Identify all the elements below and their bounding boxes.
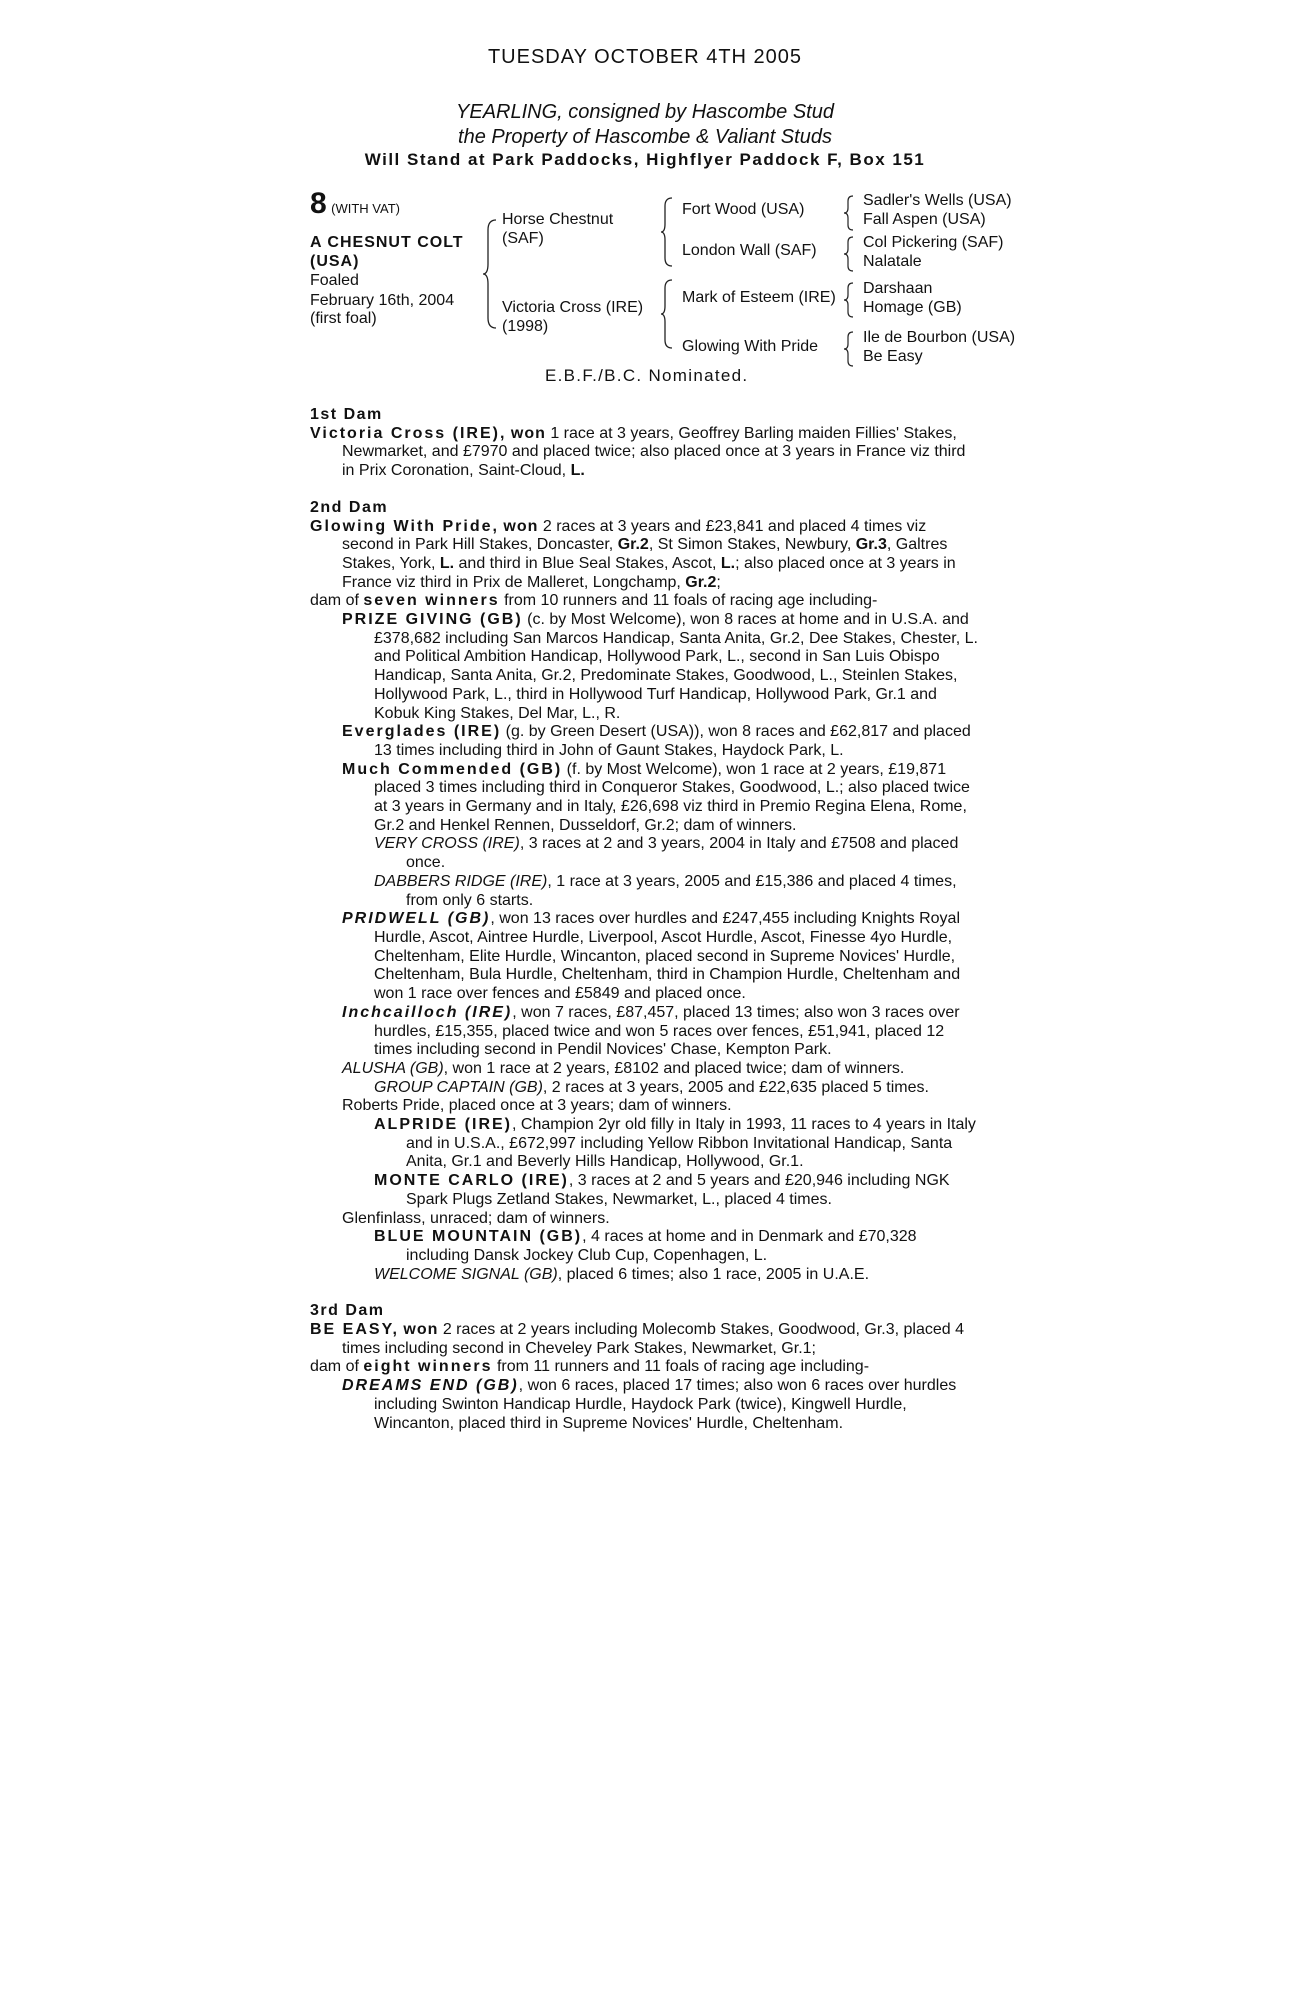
sire-dam-brace: [482, 218, 498, 330]
alpride-text: , Champion 2yr old filly in Italy in 1993, 11 races to 4 years in Italy and in U.S.A., £672,997 including Yellow Ribbon Invitational Handicap, Santa Anita, Gr.1 and Beverly Hills Handicap, Hollywood, Gr.1.: [406, 1116, 976, 1171]
lot-info: [310, 187, 400, 220]
dam-of-winners: seven winners: [363, 592, 500, 610]
blue-mountain-entry: [310, 1228, 982, 1265]
much-commended-text: (f. by Most Welcome), won 1 race at 2 years, £19,871 placed 3 times including third in Conqueror Stakes, Goodwood, L.; also placed twice at 3 years in Germany and in Italy, £26,698 viz third in Premio Regina Elena, Rome, Gr.2 and Henkel Rennen, Dusseldorf, Gr.2; dam of winners.: [374, 760, 970, 834]
gg-dam-1: Fall Aspen (USA): [863, 211, 986, 228]
very-cross-name: VERY CROSS (IRE): [374, 835, 520, 853]
third-dam-of-post: from 11 runners and 11 foals of racing age including-: [496, 1358, 870, 1376]
gg-sire-3: Darshaan: [863, 280, 933, 297]
dam-sire: Mark of Esteem (IRE): [682, 289, 836, 306]
lot-number: 8: [310, 187, 327, 220]
monte-carlo-entry: [310, 1172, 982, 1209]
foaled-label: Foaled: [310, 272, 359, 289]
second-dam-entry: [310, 518, 982, 593]
everglades-entry: [310, 723, 982, 760]
prize-giving-text: (c. by Most Welcome), won 8 races at home and in U.S.A. and £378,682 including San Marcos Handicap, Santa Anita, Gr.2, Dee Stakes, Chester, L. and Political Ambition Handicap, Hollywood Park, L., second in San Luis Obispo Handicap, Santa Anita, Gr.2, Predominate Stakes, Goodwood, L., Steinlen Stakes, Hollywood Park, L., third in Hollywood Turf Handicap, Hollywood Park, Gr.1 and Kobuk King Stakes, Del Mar, L., R.: [374, 611, 978, 722]
alusha-text: , won 1 race at 2 years, £8102 and placed twice; dam of winners.: [443, 1059, 905, 1077]
first-dam-text: 1 race at 3 years, Geoffrey Barling maiden Fillies' Stakes, Newmarket, and £7970 and placed twice; also placed once at 3 years in France viz third in Prix Coronation, Saint-Cloud,: [342, 424, 966, 480]
inchcailloch-name: Inchcailloch (IRE): [342, 1003, 513, 1021]
g1-brace: [843, 194, 855, 232]
sire-dam: London Wall (SAF): [682, 242, 817, 259]
gg-sire-4: Ile de Bourbon (USA): [863, 329, 1016, 346]
second-dam-text-5: ; also placed once at 3 years in France viz third in Prix de Malleret, Longchamp,: [342, 554, 956, 591]
dreams-end-name: DREAMS END (GB): [342, 1377, 519, 1395]
inchcailloch-entry: [310, 1004, 982, 1060]
third-dam-text: 2 races at 2 years including Molecomb Stakes, Goodwood, Gr.3, placed 4 times including second in Cheveley Park Stakes, Newmarket, Gr.1;: [342, 1321, 964, 1357]
second-dam-won: won: [503, 517, 539, 535]
everglades-name: Everglades (IRE): [342, 723, 502, 741]
prize-giving-entry: [310, 611, 982, 723]
consignor-line: YEARLING, consigned by Hascombe Stud: [456, 101, 834, 123]
g3-brace: [843, 281, 855, 319]
third-dam-entry: [310, 1321, 982, 1358]
sire-name: Horse Chestnut: [502, 211, 614, 228]
second-dam-produce: [310, 592, 982, 611]
location-line: Will Stand at Park Paddocks, Highflyer Paddock F, Box 151: [364, 150, 926, 169]
third-dam-of-pre: dam of: [310, 1358, 359, 1376]
welcome-signal-text: , placed 6 times; also 1 race, 2005 in U.A.E.: [557, 1265, 870, 1283]
lot-country: (USA): [310, 253, 360, 270]
second-dam-grade-5: Gr.2: [685, 573, 717, 591]
dreams-end-text: , won 6 races, placed 17 times; also won 6 races over hurdles including Swinton Handicap Hurdle, Haydock Park (twice), Kingwell Hurdle, Wincanton, placed third in Supreme Novices' Hurdle, Cheltenham.: [374, 1377, 957, 1432]
third-dam-produce: [310, 1358, 982, 1377]
sire-sire: Fort Wood (USA): [682, 201, 805, 218]
dam-dam: Glowing With Pride: [682, 338, 819, 355]
dabbers-ridge-name: DABBERS RIDGE (IRE): [374, 872, 548, 890]
everglades-text: (g. by Green Desert (USA)), won 8 races and £62,817 and placed 13 times including third in John of Gaunt Stakes, Haydock Park, L.: [374, 723, 971, 759]
pridwell-text: , won 13 races over hurdles and £247,455 including Knights Royal Hurdle, Ascot, Aintree Hurdle, Liverpool, Ascot Hurdle, Ascot, Finesse 4yo Hurdle, Cheltenham, Elite Hurdle, Wincanton, placed second in Supreme Novices' Hurdle, Cheltenham, Bula Hurdle, Cheltenham, third in Champion Hurdle, Cheltenham and won 1 race over fences and £5849 and placed once.: [374, 910, 961, 1003]
second-dam-text-3: , Galtres Stakes, York,: [342, 536, 948, 572]
sire-country: (SAF): [502, 230, 544, 247]
first-dam-name: Victoria Cross (IRE),: [310, 424, 507, 442]
second-dam-text-2: , St Simon Stakes, Newbury,: [648, 536, 852, 554]
second-dam-grade-4: L.: [720, 554, 736, 572]
very-cross-text: , 3 races at 2 and 3 years, 2004 in Italy and £7508 and placed once.: [406, 835, 959, 872]
blue-mountain-name: BLUE MOUNTAIN (GB): [374, 1228, 583, 1246]
alusha-entry: [310, 1060, 982, 1079]
gg-sire-1: Sadler's Wells (USA): [863, 192, 1012, 209]
much-commended-name: Much Commended (GB): [342, 760, 563, 778]
group-captain-entry: [310, 1079, 982, 1098]
third-dam-heading: 3rd Dam: [310, 1302, 385, 1320]
dam-year: (1998): [502, 318, 549, 335]
dam-parents-brace: [660, 278, 674, 350]
alpride-name: ALPRIDE (IRE): [374, 1116, 512, 1134]
second-dam-grade-1: Gr.2: [617, 536, 649, 554]
prize-giving-name: PRIZE GIVING (GB): [342, 611, 523, 629]
welcome-signal-entry: [310, 1266, 982, 1285]
lot-name: A CHESNUT COLT: [310, 234, 464, 251]
catalogue-body: [310, 406, 982, 1433]
alusha-name: ALUSHA (GB): [342, 1059, 444, 1077]
gg-sire-2: Col Pickering (SAF): [863, 234, 1004, 251]
monte-carlo-name: MONTE CARLO (IRE): [374, 1172, 569, 1190]
second-dam-grade-3: L.: [439, 554, 455, 572]
third-dam-won: won: [403, 1321, 439, 1339]
alpride-entry: [310, 1116, 982, 1172]
roberts-pride-entry: Roberts Pride, placed once at 3 years; dam of winners.: [342, 1097, 732, 1115]
first-foal-note: (first foal): [310, 310, 377, 327]
gg-dam-2: Nalatale: [863, 253, 922, 270]
second-dam-name: Glowing With Pride,: [310, 517, 499, 535]
dam-name: Victoria Cross (IRE): [502, 299, 644, 316]
gg-dam-3: Homage (GB): [863, 299, 962, 316]
sire-parents-brace: [660, 196, 674, 268]
first-dam-won: won: [510, 424, 546, 442]
third-dam-of-winners: eight winners: [363, 1358, 493, 1376]
dabbers-ridge-entry: [310, 873, 982, 910]
dam-of-pre: dam of: [310, 592, 359, 610]
dam-of-post: from 10 runners and 11 foals of racing age including-: [504, 592, 878, 610]
first-dam-grade: L.: [570, 462, 585, 480]
second-dam-text-6: ;: [716, 573, 721, 591]
second-dam-grade-2: Gr.3: [855, 536, 887, 554]
inchcailloch-text: , won 7 races, £87,457, placed 13 times; also won 3 races over hurdles, £15,355, placed twice and won 5 races over fences, £51,941, placed 12 times including second in Pendil Novices' Chase, Kempton Park.: [374, 1003, 960, 1059]
nomination-note: E.B.F./B.C. Nominated.: [545, 366, 749, 385]
pridwell-name: PRIDWELL (GB): [342, 910, 491, 928]
dreams-end-entry: [310, 1377, 982, 1433]
dabbers-ridge-text: , 1 race at 3 years, 2005 and £15,386 and placed 4 times, from only 6 starts.: [406, 872, 957, 909]
gg-dam-4: Be Easy: [863, 348, 923, 365]
second-dam-heading: 2nd Dam: [310, 498, 389, 516]
group-captain-name: GROUP CAPTAIN (GB): [374, 1078, 543, 1096]
very-cross-entry: [310, 835, 982, 872]
g2-brace: [843, 235, 855, 273]
sale-date: TUESDAY OCTOBER 4TH 2005: [487, 46, 803, 68]
monte-carlo-text: , 3 races at 2 and 5 years and £20,946 including NGK Spark Plugs Zetland Stakes, Newmarket, L., placed 4 times.: [406, 1172, 950, 1208]
group-captain-text: , 2 races at 3 years, 2005 and £22,635 placed 5 times.: [542, 1078, 929, 1096]
second-dam-text-4: and third in Blue Seal Stakes, Ascot,: [458, 554, 717, 572]
first-dam-entry: [310, 425, 982, 481]
pridwell-entry: [310, 910, 982, 1004]
g4-brace: [843, 330, 855, 368]
blue-mountain-text: , 4 races at home and in Denmark and £70,328 including Dansk Jockey Club Cup, Copenhagen, L.: [406, 1228, 917, 1264]
second-dam-text-1: 2 races at 3 years and £23,841 and placed 4 times viz second in Park Hill Stakes, Doncaster,: [342, 517, 927, 554]
first-dam-heading: 1st Dam: [310, 406, 383, 423]
third-dam-name: BE EASY,: [310, 1321, 399, 1339]
vat-note: (WITH VAT): [331, 201, 400, 216]
property-line: the Property of Hascombe & Valiant Studs: [458, 126, 832, 148]
much-commended-entry: [310, 761, 982, 836]
welcome-signal-name: WELCOME SIGNAL (GB): [374, 1265, 558, 1283]
foaled-date: February 16th, 2004: [310, 292, 455, 309]
glenfinlass-entry: Glenfinlass, unraced; dam of winners.: [342, 1209, 610, 1227]
